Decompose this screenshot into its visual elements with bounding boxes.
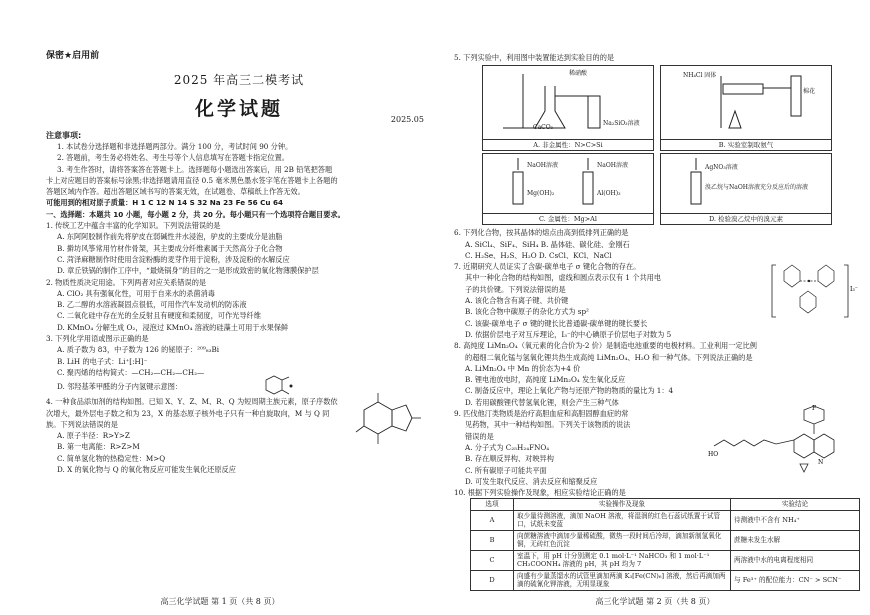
label: NH₄Cl 固体	[683, 72, 717, 80]
question-stem: 错误的是	[465, 431, 494, 441]
svg-text:I₃⁻: I₃⁻	[850, 286, 858, 294]
option: C. H₂Se、H₂S、H₂O D. CsCl、KCl、NaCl	[465, 250, 612, 260]
question-stem: 5. 下列实验中，利用图中装置能达到实验目的的是	[454, 53, 615, 62]
note-line: 1. 本试卷分选择题和非选择题两部分。满分 100 分，考试时间 90 分钟。	[57, 142, 293, 151]
option: B. 第一电离能：R>Z>M	[57, 442, 140, 452]
label: Na₂SiO₃溶液	[603, 120, 640, 128]
table-cell: 待测液中不含有 NH₄⁺	[731, 510, 860, 530]
question-stem: 的超细二氧化锰与氢氧化锂共热生成高纯 LiMn₂O₄、H₂O 和一种气体。下列说法正确的是	[465, 352, 753, 362]
svg-text:F: F	[812, 405, 817, 413]
label: NaOH溶液	[597, 162, 628, 170]
label: CaCO₃	[533, 124, 554, 132]
page-footer: 高三化学试题 第 2 页（共 8 页）	[595, 597, 715, 606]
question-stem: 3. 下列化学用语或图示正确的是	[46, 334, 149, 344]
question-stem: 次增大，最外层电子数之和为 23，X 的基态原子核外电子只有一种自旋取向，M 与 Q 同	[46, 408, 330, 418]
exam-date: 2025.05	[390, 115, 424, 124]
option: D. 依据价层电子对互斥理论，I₃⁻的中心碘原子价层电子对数为 5	[465, 329, 672, 339]
table-row	[471, 570, 860, 590]
option: B. 锂电池放电时，高纯度 LiMn₂O₄ 发生氧化反应	[465, 375, 626, 385]
label: 溴乙烷与NaOH溶液充分反应后的溶液	[705, 184, 808, 192]
question-stem: 7. 近期研究人员证实了含碳-碳单电子 σ 键化合物的存在。	[454, 262, 641, 272]
question-stem: 8. 高纯度 LiMn₂O₄（氧元素的化合价为-2 价）是制造电池重要的电极材料。工业利用一定比例	[454, 341, 757, 351]
option: C. 菏泽麻糖制作时使用含淀粉酶的麦芽作用于淀粉，涉及淀粉的水解反应	[57, 254, 290, 264]
label: Mg(OH)₂	[527, 190, 555, 198]
option: A. LiMn₂O₄ 中 Mn 的价态为+4 价	[465, 363, 581, 373]
option: D. 邻羟基苯甲醛的分子内氢键示意图：	[57, 382, 183, 392]
question-stem: 族。下列说法错误的是	[46, 419, 118, 429]
note-line: 2. 答题前，考生务必将姓名、考生号等个人信息填写在答题卡指定位置。	[57, 153, 289, 163]
apparatus-b	[660, 65, 832, 151]
option: B. 乙二醇的水溶液凝固点很低，可用作汽车发动机的防冻液	[57, 300, 247, 310]
table-cell: 向盛有少量蒸馏水的试管里滴加两滴 K₃[Fe(CN)₆] 溶液，然后再滴加两滴的硫氰化钾溶液，无明显现象	[514, 570, 731, 590]
page-2	[440, 0, 870, 615]
option: C. 制备反应中，理论上氧化产物与还原产物的物质的量比为 1：4	[465, 386, 674, 396]
option: A. 东阿阿胶制作前先将驴皮在弱碱性井水浸泡，驴皮的主要成分是油脂	[57, 232, 283, 242]
option: D. 章丘铁锅的制作工序中，“最烧锅身”的目的之一是形成致密的氧化物薄膜保护层	[57, 266, 319, 276]
experiment-table	[470, 498, 860, 591]
note-line: 卡上对应题目的答案标号涂黑;非选择题请用直径 0.5 毫米黑色墨水签字笔在答题卡上各题的	[46, 175, 338, 185]
hydrogen-bond-structure-icon	[256, 376, 296, 398]
table-row	[471, 550, 860, 570]
option: C. 二氧化硅中存在光的全反射且有硬度和柔韧度，可作光导纤维	[57, 311, 261, 321]
question-stem: 1. 传统工艺中蕴含丰富的化学知识。下列说法错误的是	[46, 221, 221, 231]
option: D. 可发生取代反应、消去反应和缩聚反应	[465, 476, 598, 486]
question-stem: 见药物，其中一种结构如图。下列关于该物质的说法	[465, 420, 631, 430]
table-cell: 蔗糖未发生水解	[731, 530, 860, 550]
caption: C. 金属性：Mg>Al	[483, 213, 653, 223]
label: 棉花	[803, 88, 816, 96]
table-cell: 室温下，用 pH 计分别测定 0.1 mol·L⁻¹ NaHCO₃ 和 1 mol·L⁻¹ CH₃COONH₄ 溶液的 pH，其 pH 均为 7	[514, 550, 731, 570]
table-cell: 两溶液中水的电离程度相同	[731, 550, 860, 570]
option: C. 所有碳原子可能共平面	[465, 465, 547, 475]
option: B. 擀坊风筝常用竹材作骨架，其主要成分纤维素属于天然高分子化合物	[57, 243, 283, 253]
caption: D. 检验溴乙烷中的溴元素	[661, 213, 831, 223]
secret-label: 保密★启用前	[46, 51, 100, 61]
table-row	[471, 530, 860, 550]
option: B. LiH 的电子式：Li⁺[:H]⁻	[57, 356, 148, 366]
option: A. 质子数为 83，中子数为 126 的铋原子：²⁰⁹₈₃Bi	[57, 345, 220, 355]
question-list-left	[46, 220, 432, 475]
option: A. 分子式为 C₂₅H₂₄FNO₄	[465, 442, 550, 452]
option: B. 该化合物中碳原子的杂化方式为 sp²	[465, 307, 589, 317]
option: A. 原子半径：R>Y>Z	[57, 431, 130, 441]
label: AgNO₃溶液	[705, 164, 738, 172]
question-stem: 6. 下列化合物，按其晶体的熔点由高到低排列正确的是	[454, 228, 629, 238]
caption: A. 非金属性：N>C>Si	[483, 139, 653, 149]
pitavastatin-structure-icon	[704, 406, 854, 486]
q5-figure-row	[482, 153, 856, 225]
option: C. 聚丙烯的结构简式：—CH₂—CH₂—CH₂—	[57, 367, 205, 377]
option: A. SiCl₄、SiF₄、SiH₄ B. 晶体硅、碳化硅、金刚石	[465, 239, 630, 249]
question-stem: 子的共价键。下列说法错误的是	[465, 284, 566, 294]
page-footer: 高三化学试题 第 1 页（共 8 页）	[160, 597, 280, 606]
table-row	[471, 510, 860, 530]
column-header: 实验结论	[731, 499, 860, 511]
table-cell: C	[471, 550, 514, 570]
notes-title: 注意事项:	[46, 131, 82, 140]
option: D. X 的氧化物与 Q 的氧化物反应可能发生氧化还原反应	[57, 465, 236, 475]
atomic-masses: 可能用到的相对原子质量：H 1 C 12 N 14 S 32 Na 23 Fe 56 Cu 64	[46, 198, 284, 208]
q5-figure-row	[482, 65, 856, 151]
table-cell: D	[471, 570, 514, 590]
apparatus-d	[660, 153, 832, 225]
table-cell: 与 Fe³⁺ 的配位能力：CN⁻ > SCN⁻	[731, 570, 860, 590]
label: Al(OH)₃	[597, 190, 621, 198]
column-header: 选项	[471, 499, 514, 511]
additive-structure-icon	[346, 390, 426, 460]
table-cell: A	[471, 510, 514, 530]
svg-text:N: N	[818, 459, 824, 467]
table-header-row	[471, 499, 860, 511]
question-stem: 2. 物质性质决定用途。下列两者对应关系错误的是	[46, 277, 207, 287]
label: 稀硝酸	[569, 70, 588, 78]
subject-title: 化学试题	[194, 98, 283, 120]
option: C. 简单氢化物的热稳定性：M>Q	[57, 453, 166, 463]
question-stem: 其中一种化合物的结构如图，虚线和圆点表示仅有 1 个共用电	[465, 273, 662, 283]
svg-text:HO: HO	[708, 451, 719, 459]
section-title: 一、选择题：本题共 10 小题，每小题 2 分，共 20 分。每小题只有一个选项符合题目要求。	[46, 209, 345, 219]
note-line: 3. 考生作答时，请将答案答在答题卡上。选择题每小题选出答案后，用 2B 铅笔把答题	[57, 164, 333, 174]
option: D. KMnO₄ 分解生成 O₂，浸泡过 KMnO₄ 溶液的硅藻土可用于水果保鲜	[57, 322, 289, 332]
option: B. 存在顺反异构、对映异构	[465, 454, 554, 464]
apparatus-a	[482, 65, 654, 151]
apparatus-a-icon	[483, 66, 653, 138]
column-header: 实验操作及现象	[514, 499, 731, 511]
question-stem: 9. 匹伐他汀类物质是治疗高胆血症和高胆固醇血症的常	[454, 409, 629, 419]
caption: B. 实验室制取氨气	[661, 139, 831, 149]
question-stem: 4. 一种食品添加剂的结构如图。已知 X、Y、Z、M、R、Q 为短周期主族元素，原子序数依	[46, 397, 338, 407]
exam-title: 2025 年高三二模考试	[173, 73, 305, 87]
note-line: 答题区域内作答。超出答题区域书写的答案无效，在试题卷、草稿纸上作答无效。	[46, 187, 305, 197]
option: C. 该碳-碳单电子 σ 键的键长比普通碳-碳单键的键长要长	[465, 318, 648, 328]
option: A. 该化合物含有离子键、共价键	[465, 296, 569, 306]
table-cell: B	[471, 530, 514, 550]
option: D. 若用碳酸锂代替氢氧化锂，则会产生三种气体	[465, 397, 619, 407]
option: A. ClO₂ 具有强氧化性，可用于自来水的杀菌消毒	[57, 288, 215, 298]
apparatus-c	[482, 153, 654, 225]
table-cell: 取少量待测溶液，滴加 NaOH 溶液，将湿润的红色石蕊试纸置于试管口，试纸未变蓝	[514, 510, 731, 530]
question-stem: 10. 根据下列实验操作及现象，相应实验结论正确的是	[454, 488, 626, 498]
single-electron-bond-structure-icon	[770, 257, 856, 329]
table-cell: 向蔗糖溶液中滴加少量稀硫酸，微热一段时间后冷却，滴加新制氢氧化铜，无砖红色沉淀	[514, 530, 731, 550]
label: NaOH溶液	[527, 162, 558, 170]
